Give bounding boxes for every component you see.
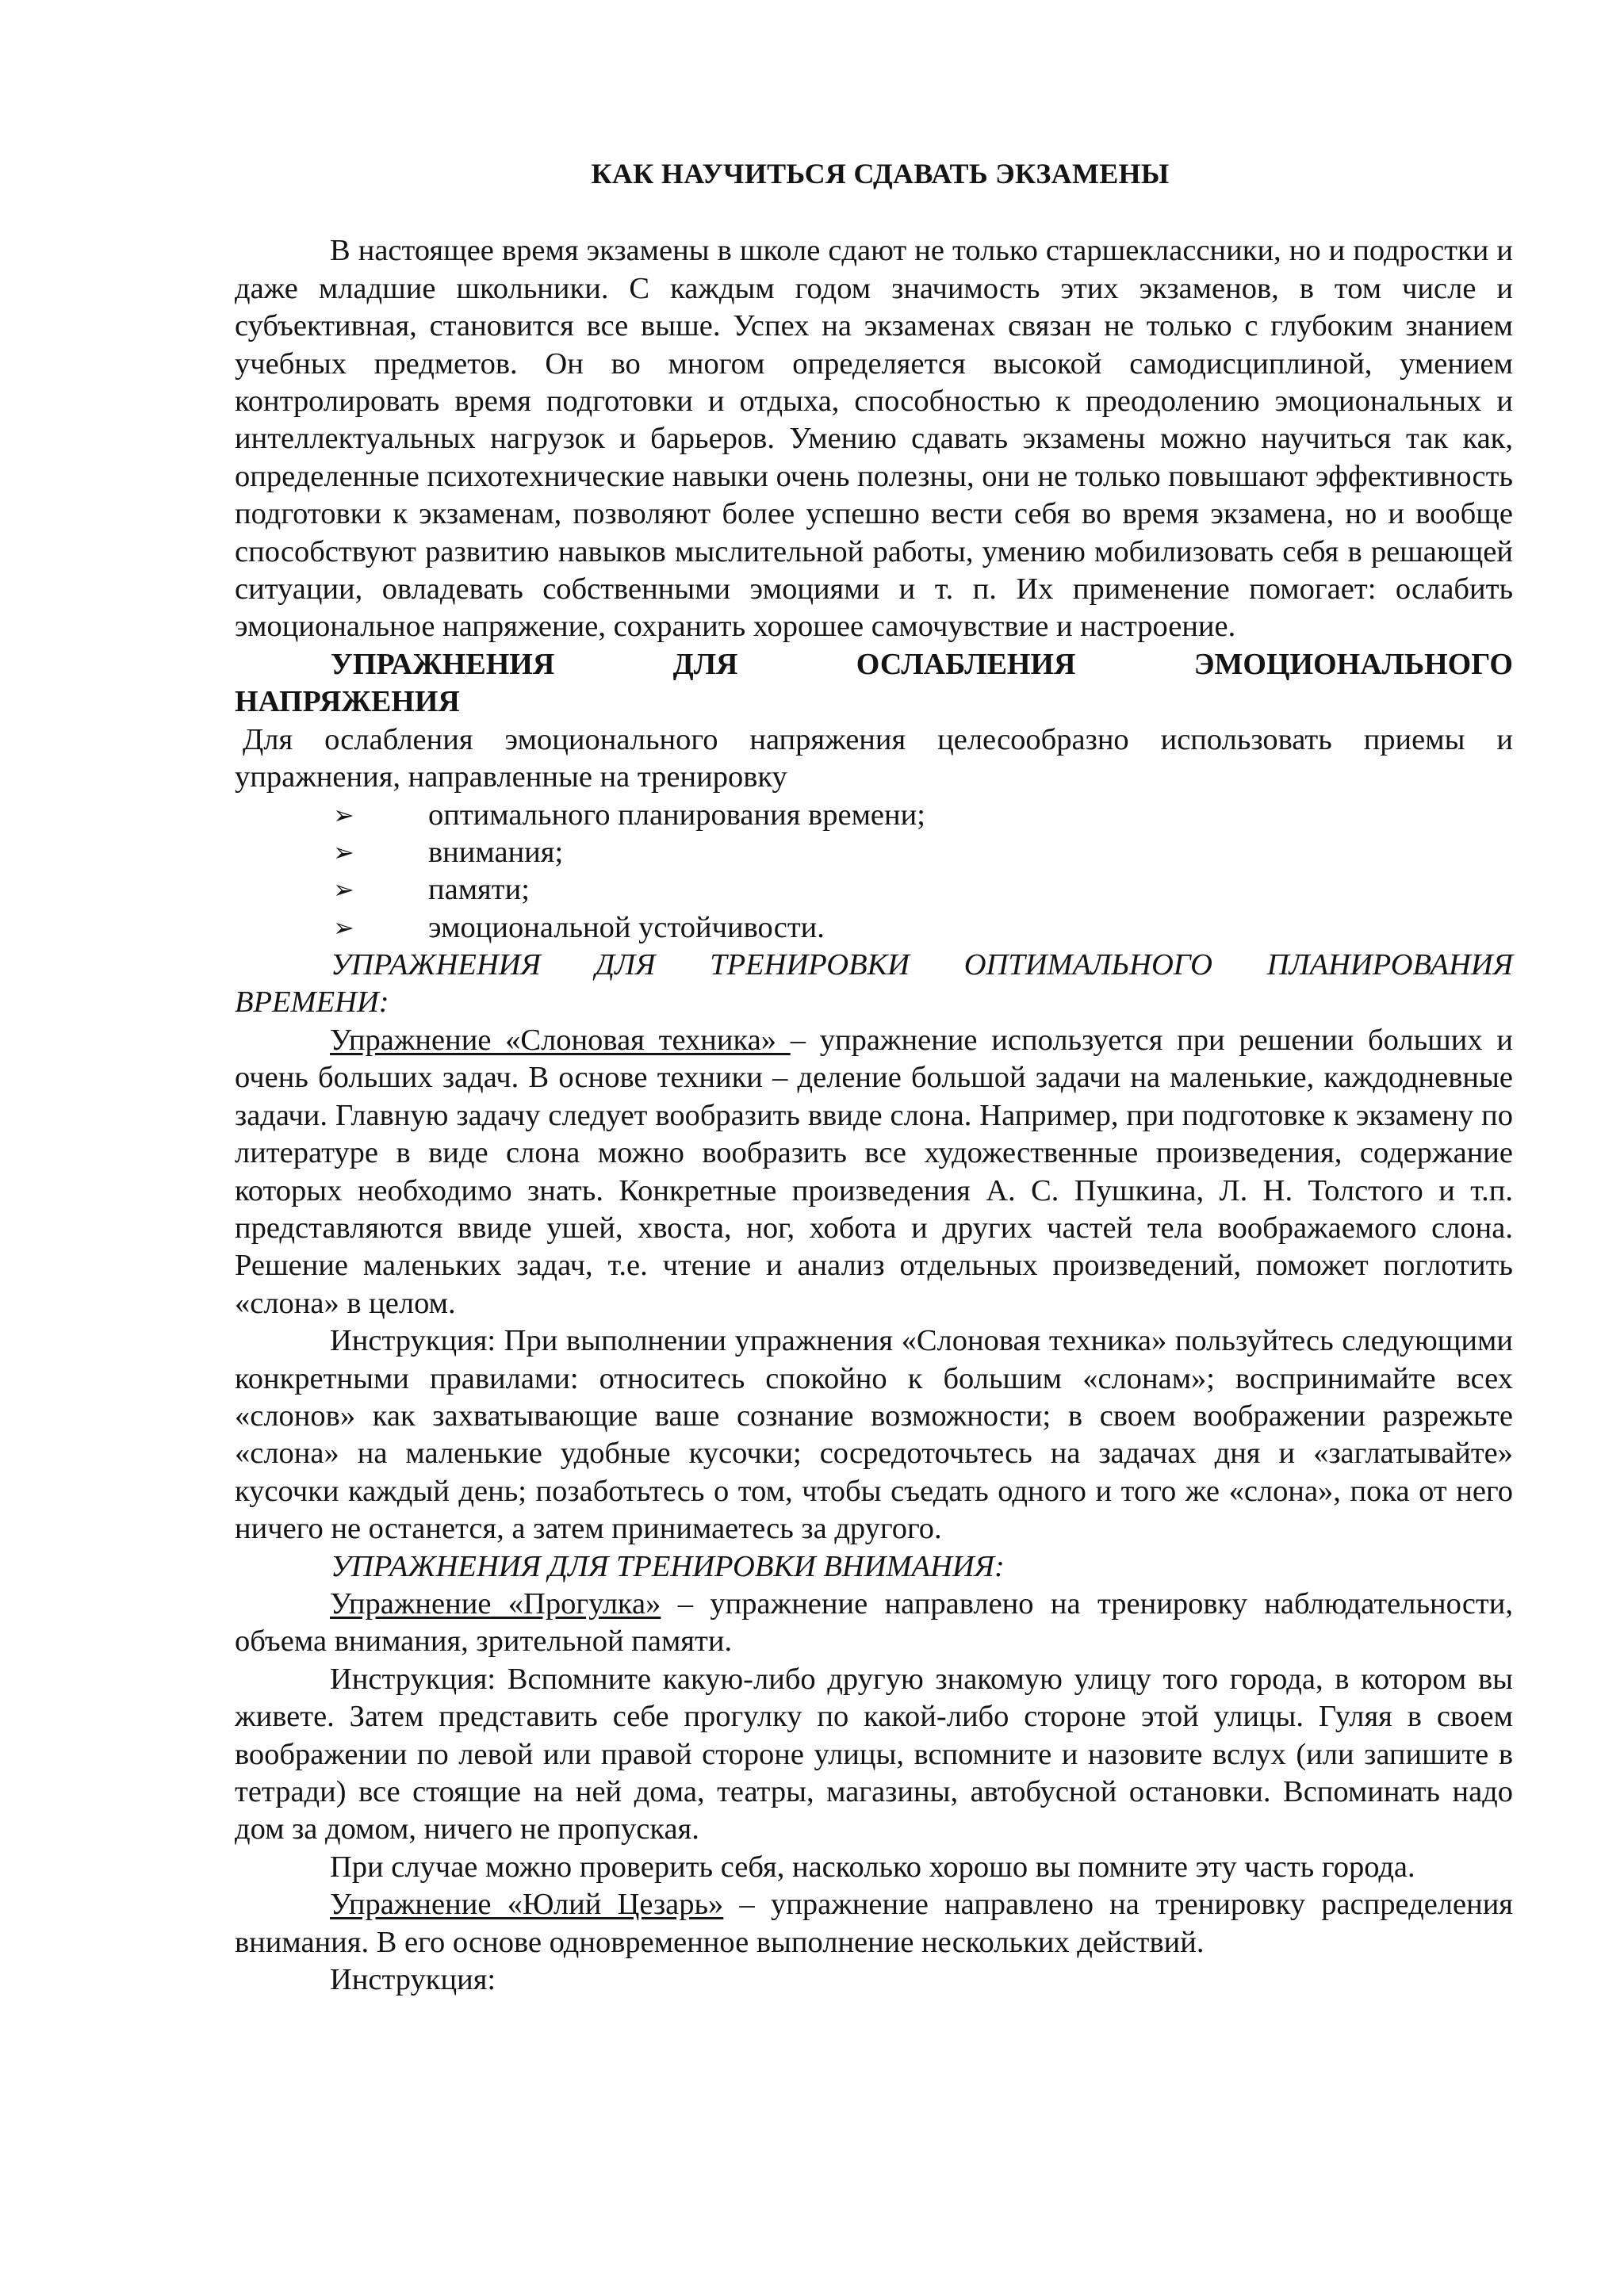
exercise-name-elephant: Упражнение «Слоновая техника» — [330, 1023, 791, 1057]
intro-paragraph: В настоящее время экзамены в школе сдают не только старшеклассники, но и подростки и даже младшие школьники. С каждым годом значимость этих экзаменов, в том числе и субъективная, становится все выше. Успех на экзаменах связан не только с глубоким знанием учебных предметов. Он во многом определяется высокой самодисциплиной, умением контролировать время подготовки и отдыха, способностью к преодолению эмоциональных и интеллектуальных нагрузок и барьеров. Умению сдавать экзамены можно научиться так как, определенные психотехнические навыки очень полезны, они не только повышают эффективность подготовки к экзаменам, позволяют более успешно вести себя во время экзамена, но и вообще способствуют развитию навыков мыслительной работы, умению мобилизовать себя в решающей ситуации, овладевать собственными эмоциями и т. п. Их применение помогает: ослабить эмоциональное напряжение, сохранить хорошее самочувствие и настроение. — [235, 234, 1513, 644]
exercise-text-caesar: – упражнение направлено на тренировку распределения внимания. В его основе одновременное выполнение нескольких действий. — [235, 1888, 1514, 1959]
elephant-technique-paragraph — [235, 1022, 1513, 1322]
arrowhead-bullet-icon: ➢ — [333, 912, 354, 943]
section-heading-time-line2: ВРЕМЕНИ: — [235, 985, 389, 1020]
exercise-text-walk: – упражнение направлено на тренировку наблюдательности, объема внимания, зрительной памяти. — [235, 1586, 1513, 1659]
exercise-name-caesar: Упражнение «Юлий Цезарь» — [330, 1888, 724, 1922]
list-item-text: оптимального планирования времени; — [428, 798, 925, 832]
list-item — [235, 909, 1513, 947]
list-item-text: памяти; — [428, 873, 530, 907]
list-item — [235, 834, 1513, 871]
list-item — [235, 797, 1513, 834]
section-heading-time-line1: УПРАЖНЕНИЯ ДЛЯ ТРЕНИРОВКИ ОПТИМАЛЬНОГО ПЛАНИРОВАНИЯ — [331, 948, 1513, 982]
caesar-instruction-label: Инструкция: — [330, 1963, 496, 1997]
caesar-exercise-paragraph — [235, 1886, 1513, 1961]
arrowhead-bullet-icon: ➢ — [333, 799, 354, 830]
section-heading-time — [235, 947, 1513, 1022]
document-page — [235, 155, 1513, 1999]
page-title: КАК НАУЧИТЬСЯ СДАВАТЬ ЭКЗАМЕНЫ — [591, 158, 1170, 189]
section-heading-emotional-line2: НАПРЯЖЕНИЯ — [235, 685, 460, 719]
section-heading-emotional-line1: УПРАЖНЕНИЯ ДЛЯ ОСЛАБЛЕНИЯ ЭМОЦИОНАЛЬНОГО — [331, 647, 1513, 681]
elephant-instruction-paragraph: Инструкция: При выполнении упражнения «Слоновая техника» пользуйтесь следующими конкретными правилами: относитесь спокойно к большим «слонам»; воспринимайте всех «слонов» как захватывающие ваше сознание возможности; в своем воображении разрежьте «слона» на маленькие удобные кусочки; сосредоточьтесь на задачах дня и «заглатывайте» кусочки каждый день; позаботьтесь о том, чтобы съедать одного и того же «слона», пока от него ничего не останется, а затем принимаетесь за другого. — [235, 1324, 1513, 1546]
list-item-text: внимания; — [428, 835, 564, 869]
list-item — [235, 871, 1513, 909]
walk-instruction-paragraph: Инструкция: Вспомните какую-либо другую знакомую улицу того города, в котором вы живете. Затем представить себе прогулку по какой-либо стороне этой улицы. Гуляя в своем воображении по левой или правой стороне улицы, вспомните и назовите вслух (или запишите в тетради) все стоящие на ней дома, театры, магазины, автобусной остановки. Вспоминать надо дом за домом, ничего не пропуская. — [235, 1662, 1513, 1846]
exercise-name-walk: Упражнение «Прогулка» — [330, 1586, 661, 1621]
walk-note-paragraph: При случае можно проверить себя, насколько хорошо вы помните эту часть города. — [330, 1850, 1415, 1884]
section-heading-attention: УПРАЖНЕНИЯ ДЛЯ ТРЕНИРОВКИ ВНИМАНИЯ: — [331, 1549, 1005, 1583]
walk-exercise-paragraph — [235, 1586, 1513, 1661]
list-item-text: эмоциональной устойчивости. — [428, 910, 825, 944]
exercise-text-elephant: – упражнение используется при решении больших и очень больших задач. В основе техники – деление большой задачи на маленькие, каждодневные задачи. Главную задачу следует вообразить ввиде слона. Например, при подготовке к экзамену по литературе в виде слона можно вообразить все художественные произведения, содержание которых необходимо знать. Конкретные произведения А. С. Пушкина, Л. Н. Толстого и т.п. представляются ввиде ушей, хвоста, ног, хобота и других частей тела воображаемого слона. Решение маленьких задач, т.е. чтение и анализ отдельных произведений, поможет поглотить «слона» в целом. — [235, 1023, 1513, 1320]
section-heading-emotional — [235, 646, 1513, 721]
arrowhead-bullet-icon: ➢ — [333, 874, 354, 905]
emotional-intro-paragraph: Для ослабления эмоционального напряжения целесообразно использовать приемы и упражнения, направленные на тренировку — [235, 722, 1513, 794]
arrowhead-bullet-icon: ➢ — [333, 836, 354, 867]
training-list — [235, 797, 1513, 947]
